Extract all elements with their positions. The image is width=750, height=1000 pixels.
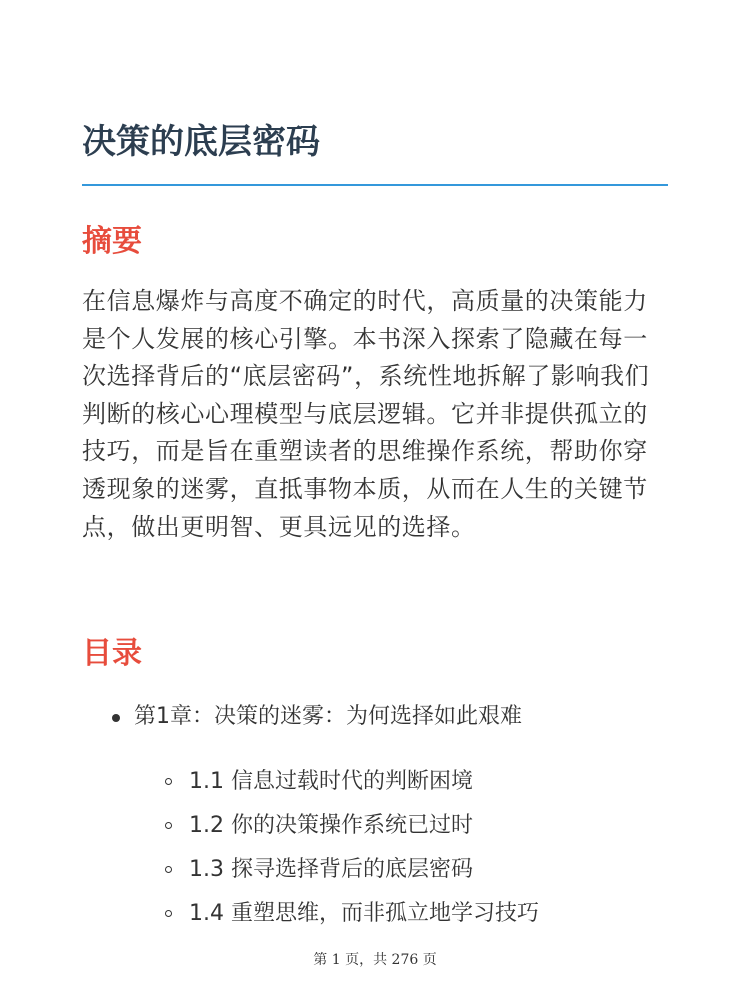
title-divider: [82, 184, 668, 186]
toc-section-item: [82, 896, 668, 940]
abstract-heading: 摘要: [82, 224, 142, 259]
toc-section-item: [82, 808, 668, 852]
toc-section-item: [82, 764, 668, 808]
abstract-text: 在信息爆炸与高度不确定的时代，高质量的决策能力是个人发展的核心引擎。本书深入探索了隐藏在每一次选择背后的“底层密码”，系统性地拆解了影响我们判断的核心心理模型与底层逻辑。它并非提供孤立的技巧，而是旨在重塑读者的思维操作系统，帮助你穿透现象的迷雾，直抵事物本质，从而在人生的关键节点，做出更明智、更具远见的选择。: [82, 287, 650, 541]
bullet-disc-icon: [112, 714, 120, 722]
toc-section-list: [134, 764, 668, 940]
document-title: 决策的底层密码: [82, 122, 320, 162]
toc-list: [82, 700, 668, 940]
toc-section-label: 1.3 探寻选择背后的底层密码: [189, 857, 473, 882]
toc-section-item: [82, 852, 668, 896]
bullet-circle-icon: [165, 910, 172, 917]
bullet-circle-icon: [165, 866, 172, 873]
toc-section-label: 1.2 你的决策操作系统已过时: [189, 813, 473, 838]
toc-chapter-label: 第1章：决策的迷雾：为何选择如此艰难: [134, 704, 522, 729]
toc-chapter-item: [82, 700, 668, 940]
toc-section-label: 1.4 重塑思维，而非孤立地学习技巧: [189, 901, 539, 926]
toc-section-label: 1.1 信息过载时代的判断困境: [189, 769, 473, 794]
toc-heading: 目录: [82, 636, 142, 671]
page-number-footer: 第 1 页，共 276 页: [313, 952, 437, 968]
bullet-circle-icon: [165, 822, 172, 829]
bullet-circle-icon: [165, 778, 172, 785]
